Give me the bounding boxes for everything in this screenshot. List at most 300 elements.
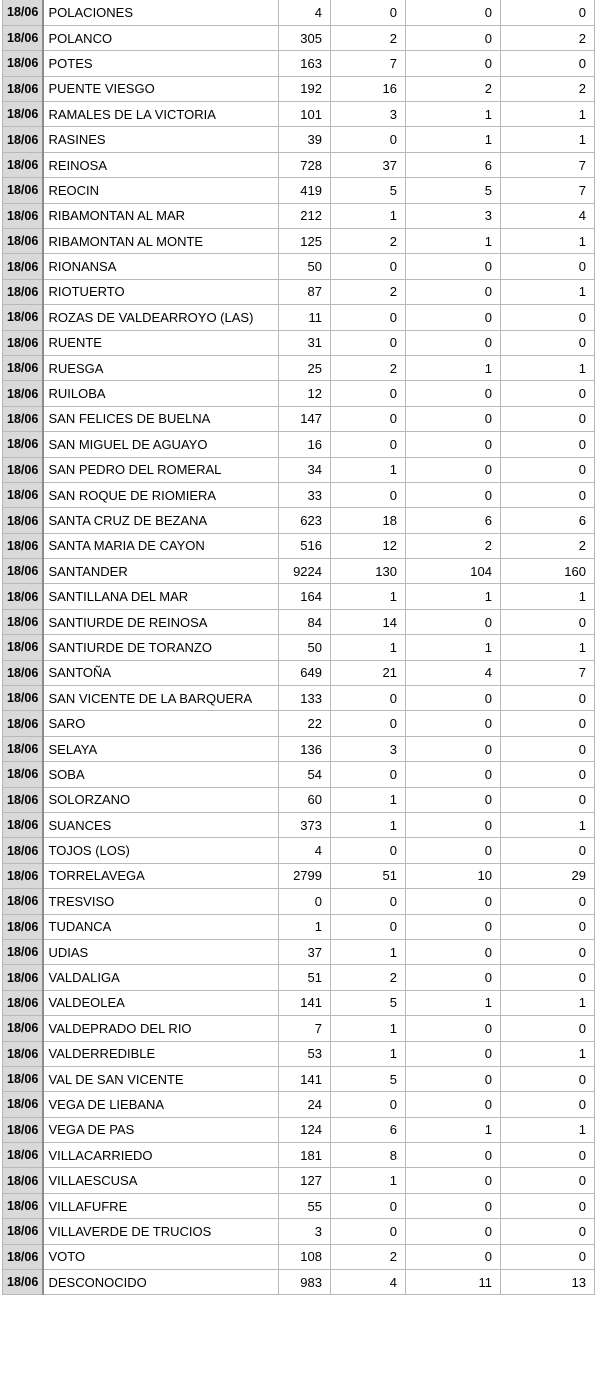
value-cell-3: 1: [406, 1117, 501, 1142]
date-cell: 18/06: [3, 838, 43, 863]
value-cell-2: 0: [331, 1193, 406, 1218]
municipality-cell: SANTOÑA: [43, 660, 279, 685]
municipality-cell: POLANCO: [43, 25, 279, 50]
value-cell-4: 0: [501, 762, 595, 787]
value-cell-2: 2: [331, 355, 406, 380]
value-cell-2: 0: [331, 1092, 406, 1117]
value-cell-1: 3: [279, 1219, 331, 1244]
table-row: [3, 1092, 595, 1117]
municipality-cell: VALDERREDIBLE: [43, 1041, 279, 1066]
municipality-cell: SANTA MARIA DE CAYON: [43, 533, 279, 558]
value-cell-1: 212: [279, 203, 331, 228]
date-cell: 18/06: [3, 1244, 43, 1269]
value-cell-3: 0: [406, 1219, 501, 1244]
value-cell-2: 5: [331, 178, 406, 203]
value-cell-3: 2: [406, 76, 501, 101]
municipality-cell: VALDALIGA: [43, 965, 279, 990]
municipality-cell: ROZAS DE VALDEARROYO (LAS): [43, 305, 279, 330]
value-cell-4: 0: [501, 939, 595, 964]
value-cell-4: 2: [501, 533, 595, 558]
value-cell-4: 0: [501, 736, 595, 761]
value-cell-1: 87: [279, 279, 331, 304]
value-cell-4: 29: [501, 863, 595, 888]
value-cell-1: 1: [279, 914, 331, 939]
date-cell: 18/06: [3, 203, 43, 228]
date-cell: 18/06: [3, 813, 43, 838]
value-cell-4: 0: [501, 0, 595, 25]
municipality-cell: SOBA: [43, 762, 279, 787]
value-cell-3: 0: [406, 381, 501, 406]
value-cell-4: 7: [501, 178, 595, 203]
value-cell-3: 0: [406, 838, 501, 863]
spreadsheet: [2, 0, 594, 1295]
date-cell: 18/06: [3, 482, 43, 507]
table-row: [3, 406, 595, 431]
date-cell: 18/06: [3, 355, 43, 380]
value-cell-4: 1: [501, 102, 595, 127]
date-cell: 18/06: [3, 660, 43, 685]
value-cell-4: 0: [501, 1168, 595, 1193]
date-cell: 18/06: [3, 1219, 43, 1244]
value-cell-2: 130: [331, 559, 406, 584]
date-cell: 18/06: [3, 432, 43, 457]
value-cell-2: 1: [331, 1168, 406, 1193]
value-cell-2: 5: [331, 1066, 406, 1091]
value-cell-4: 1: [501, 279, 595, 304]
municipality-cell: VILLAESCUSA: [43, 1168, 279, 1193]
value-cell-4: 1: [501, 1117, 595, 1142]
date-cell: 18/06: [3, 1168, 43, 1193]
date-cell: 18/06: [3, 229, 43, 254]
value-cell-3: 0: [406, 482, 501, 507]
value-cell-1: 54: [279, 762, 331, 787]
value-cell-3: 0: [406, 1041, 501, 1066]
value-cell-2: 2: [331, 1244, 406, 1269]
value-cell-3: 0: [406, 305, 501, 330]
municipality-cell: VEGA DE LIEBANA: [43, 1092, 279, 1117]
value-cell-2: 5: [331, 990, 406, 1015]
date-cell: 18/06: [3, 457, 43, 482]
value-cell-1: 101: [279, 102, 331, 127]
table-row: [3, 254, 595, 279]
value-cell-2: 7: [331, 51, 406, 76]
table-row: [3, 1219, 595, 1244]
value-cell-4: 7: [501, 660, 595, 685]
table-row: [3, 127, 595, 152]
value-cell-1: 2799: [279, 863, 331, 888]
municipality-cell: SAN FELICES DE BUELNA: [43, 406, 279, 431]
value-cell-4: 0: [501, 1066, 595, 1091]
value-cell-3: 0: [406, 914, 501, 939]
municipality-cell: SAN ROQUE DE RIOMIERA: [43, 482, 279, 507]
table-row: [3, 1016, 595, 1041]
table-row: [3, 229, 595, 254]
table-row: [3, 482, 595, 507]
date-cell: 18/06: [3, 533, 43, 558]
date-cell: 18/06: [3, 559, 43, 584]
date-cell: 18/06: [3, 1041, 43, 1066]
value-cell-1: 84: [279, 609, 331, 634]
value-cell-2: 0: [331, 914, 406, 939]
value-cell-3: 0: [406, 432, 501, 457]
value-cell-2: 1: [331, 635, 406, 660]
date-cell: 18/06: [3, 0, 43, 25]
value-cell-3: 1: [406, 635, 501, 660]
value-cell-4: 0: [501, 254, 595, 279]
table-row: [3, 305, 595, 330]
table-row: [3, 711, 595, 736]
value-cell-3: 1: [406, 990, 501, 1015]
value-cell-2: 2: [331, 965, 406, 990]
value-cell-2: 0: [331, 305, 406, 330]
value-cell-4: 0: [501, 330, 595, 355]
value-cell-2: 0: [331, 0, 406, 25]
value-cell-3: 0: [406, 762, 501, 787]
value-cell-4: 1: [501, 355, 595, 380]
table-row: [3, 533, 595, 558]
value-cell-2: 3: [331, 736, 406, 761]
value-cell-1: 9224: [279, 559, 331, 584]
value-cell-4: 0: [501, 1193, 595, 1218]
municipality-cell: REOCIN: [43, 178, 279, 203]
date-cell: 18/06: [3, 152, 43, 177]
table-row: [3, 965, 595, 990]
value-cell-2: 2: [331, 25, 406, 50]
value-cell-3: 0: [406, 1193, 501, 1218]
municipality-cell: UDIAS: [43, 939, 279, 964]
value-cell-2: 0: [331, 330, 406, 355]
value-cell-4: 1: [501, 1041, 595, 1066]
date-cell: 18/06: [3, 1193, 43, 1218]
date-cell: 18/06: [3, 736, 43, 761]
date-cell: 18/06: [3, 381, 43, 406]
table-row: [3, 889, 595, 914]
value-cell-1: 51: [279, 965, 331, 990]
value-cell-2: 37: [331, 152, 406, 177]
value-cell-1: 53: [279, 1041, 331, 1066]
value-cell-2: 4: [331, 1270, 406, 1295]
value-cell-1: 50: [279, 254, 331, 279]
municipality-cell: RASINES: [43, 127, 279, 152]
municipality-cell: POLACIONES: [43, 0, 279, 25]
table-row: [3, 1066, 595, 1091]
value-cell-3: 4: [406, 660, 501, 685]
value-cell-3: 0: [406, 711, 501, 736]
value-cell-1: 108: [279, 1244, 331, 1269]
municipality-cell: TORRELAVEGA: [43, 863, 279, 888]
value-cell-2: 0: [331, 432, 406, 457]
table-row: [3, 762, 595, 787]
value-cell-1: 39: [279, 127, 331, 152]
value-cell-2: 0: [331, 711, 406, 736]
date-cell: 18/06: [3, 914, 43, 939]
date-cell: 18/06: [3, 51, 43, 76]
table-row: [3, 686, 595, 711]
value-cell-1: 50: [279, 635, 331, 660]
value-cell-2: 1: [331, 939, 406, 964]
date-cell: 18/06: [3, 1016, 43, 1041]
value-cell-3: 104: [406, 559, 501, 584]
table-row: [3, 457, 595, 482]
municipality-cell: SAN VICENTE DE LA BARQUERA: [43, 686, 279, 711]
value-cell-2: 16: [331, 76, 406, 101]
date-cell: 18/06: [3, 76, 43, 101]
value-cell-2: 3: [331, 102, 406, 127]
municipality-cell: REINOSA: [43, 152, 279, 177]
table-row: [3, 863, 595, 888]
municipality-cell: VAL DE SAN VICENTE: [43, 1066, 279, 1091]
value-cell-3: 10: [406, 863, 501, 888]
value-cell-1: 16: [279, 432, 331, 457]
date-cell: 18/06: [3, 508, 43, 533]
value-cell-4: 0: [501, 305, 595, 330]
value-cell-4: 2: [501, 76, 595, 101]
value-cell-3: 0: [406, 457, 501, 482]
value-cell-4: 0: [501, 482, 595, 507]
value-cell-1: 141: [279, 1066, 331, 1091]
table-row: [3, 914, 595, 939]
value-cell-4: 0: [501, 1092, 595, 1117]
value-cell-3: 1: [406, 127, 501, 152]
value-cell-4: 0: [501, 381, 595, 406]
date-cell: 18/06: [3, 990, 43, 1015]
table-row: [3, 1117, 595, 1142]
value-cell-3: 0: [406, 1066, 501, 1091]
value-cell-4: 0: [501, 889, 595, 914]
table-row: [3, 432, 595, 457]
value-cell-3: 0: [406, 25, 501, 50]
value-cell-4: 1: [501, 635, 595, 660]
municipality-cell: RAMALES DE LA VICTORIA: [43, 102, 279, 127]
value-cell-1: 305: [279, 25, 331, 50]
value-cell-2: 1: [331, 813, 406, 838]
value-cell-4: 1: [501, 990, 595, 1015]
value-cell-1: 34: [279, 457, 331, 482]
value-cell-4: 0: [501, 787, 595, 812]
value-cell-4: 6: [501, 508, 595, 533]
value-cell-3: 0: [406, 279, 501, 304]
value-cell-1: 623: [279, 508, 331, 533]
date-cell: 18/06: [3, 1066, 43, 1091]
date-cell: 18/06: [3, 787, 43, 812]
value-cell-4: 1: [501, 229, 595, 254]
date-cell: 18/06: [3, 279, 43, 304]
date-cell: 18/06: [3, 939, 43, 964]
value-cell-4: 7: [501, 152, 595, 177]
municipality-cell: SARO: [43, 711, 279, 736]
table-row: [3, 25, 595, 50]
table-row: [3, 51, 595, 76]
value-cell-1: 181: [279, 1143, 331, 1168]
value-cell-2: 14: [331, 609, 406, 634]
table-row: [3, 279, 595, 304]
date-cell: 18/06: [3, 762, 43, 787]
value-cell-4: 1: [501, 127, 595, 152]
value-cell-4: 0: [501, 406, 595, 431]
value-cell-1: 649: [279, 660, 331, 685]
table-row: [3, 609, 595, 634]
value-cell-1: 192: [279, 76, 331, 101]
municipality-cell: RIBAMONTAN AL MAR: [43, 203, 279, 228]
value-cell-2: 0: [331, 381, 406, 406]
table-row: [3, 330, 595, 355]
municipality-cell: SANTANDER: [43, 559, 279, 584]
value-cell-3: 3: [406, 203, 501, 228]
value-cell-1: 125: [279, 229, 331, 254]
value-cell-1: 12: [279, 381, 331, 406]
municipality-cell: PUENTE VIESGO: [43, 76, 279, 101]
value-cell-2: 2: [331, 279, 406, 304]
value-cell-1: 127: [279, 1168, 331, 1193]
value-cell-2: 8: [331, 1143, 406, 1168]
table-row: [3, 0, 595, 25]
date-cell: 18/06: [3, 254, 43, 279]
municipality-cell: VILLACARRIEDO: [43, 1143, 279, 1168]
value-cell-1: 141: [279, 990, 331, 1015]
value-cell-2: 0: [331, 1219, 406, 1244]
value-cell-4: 2: [501, 25, 595, 50]
value-cell-1: 4: [279, 838, 331, 863]
value-cell-3: 6: [406, 508, 501, 533]
value-cell-3: 0: [406, 406, 501, 431]
value-cell-4: 0: [501, 838, 595, 863]
value-cell-3: 0: [406, 787, 501, 812]
municipality-cell: VOTO: [43, 1244, 279, 1269]
date-cell: 18/06: [3, 965, 43, 990]
value-cell-2: 0: [331, 254, 406, 279]
value-cell-1: 33: [279, 482, 331, 507]
date-cell: 18/06: [3, 102, 43, 127]
municipality-cell: SELAYA: [43, 736, 279, 761]
value-cell-4: 0: [501, 1244, 595, 1269]
municipality-cell: VILLAVERDE DE TRUCIOS: [43, 1219, 279, 1244]
table-row: [3, 635, 595, 660]
value-cell-3: 0: [406, 51, 501, 76]
value-cell-1: 124: [279, 1117, 331, 1142]
value-cell-1: 373: [279, 813, 331, 838]
date-cell: 18/06: [3, 406, 43, 431]
table-row: [3, 1143, 595, 1168]
table-row: [3, 990, 595, 1015]
municipality-cell: SUANCES: [43, 813, 279, 838]
value-cell-2: 21: [331, 660, 406, 685]
table-row: [3, 559, 595, 584]
value-cell-2: 12: [331, 533, 406, 558]
value-cell-3: 0: [406, 1092, 501, 1117]
municipality-cell: RUILOBA: [43, 381, 279, 406]
value-cell-2: 0: [331, 762, 406, 787]
date-cell: 18/06: [3, 1270, 43, 1295]
value-cell-3: 0: [406, 609, 501, 634]
value-cell-4: 13: [501, 1270, 595, 1295]
date-cell: 18/06: [3, 305, 43, 330]
value-cell-3: 0: [406, 939, 501, 964]
date-cell: 18/06: [3, 127, 43, 152]
value-cell-1: 7: [279, 1016, 331, 1041]
value-cell-4: 0: [501, 686, 595, 711]
table-row: [3, 1193, 595, 1218]
value-cell-4: 0: [501, 609, 595, 634]
table-row: [3, 660, 595, 685]
municipality-cell: SANTIURDE DE TORANZO: [43, 635, 279, 660]
municipality-cell: RUENTE: [43, 330, 279, 355]
date-cell: 18/06: [3, 330, 43, 355]
table-row: [3, 1244, 595, 1269]
municipality-cell: SAN PEDRO DEL ROMERAL: [43, 457, 279, 482]
municipality-cell: DESCONOCIDO: [43, 1270, 279, 1295]
value-cell-3: 1: [406, 102, 501, 127]
table-row: [3, 736, 595, 761]
value-cell-1: 983: [279, 1270, 331, 1295]
value-cell-1: 37: [279, 939, 331, 964]
municipality-cell: SANTA CRUZ DE BEZANA: [43, 508, 279, 533]
value-cell-1: 0: [279, 889, 331, 914]
table-row: [3, 1168, 595, 1193]
value-cell-3: 0: [406, 813, 501, 838]
table-row: [3, 76, 595, 101]
value-cell-1: 516: [279, 533, 331, 558]
value-cell-2: 0: [331, 889, 406, 914]
value-cell-3: 0: [406, 686, 501, 711]
value-cell-4: 0: [501, 1016, 595, 1041]
municipality-table: [2, 0, 595, 1295]
table-row: [3, 203, 595, 228]
value-cell-3: 6: [406, 152, 501, 177]
municipality-cell: SANTIURDE DE REINOSA: [43, 609, 279, 634]
municipality-cell: VILLAFUFRE: [43, 1193, 279, 1218]
value-cell-3: 0: [406, 965, 501, 990]
table-row: [3, 152, 595, 177]
table-row: [3, 584, 595, 609]
value-cell-4: 4: [501, 203, 595, 228]
value-cell-1: 22: [279, 711, 331, 736]
date-cell: 18/06: [3, 25, 43, 50]
date-cell: 18/06: [3, 635, 43, 660]
value-cell-4: 0: [501, 711, 595, 736]
municipality-cell: RIONANSA: [43, 254, 279, 279]
value-cell-2: 0: [331, 686, 406, 711]
table-row: [3, 1041, 595, 1066]
value-cell-1: 11: [279, 305, 331, 330]
value-cell-1: 164: [279, 584, 331, 609]
municipality-cell: VALDEPRADO DEL RIO: [43, 1016, 279, 1041]
value-cell-1: 133: [279, 686, 331, 711]
municipality-cell: RUESGA: [43, 355, 279, 380]
table-row: [3, 813, 595, 838]
municipality-cell: SANTILLANA DEL MAR: [43, 584, 279, 609]
municipality-cell: SOLORZANO: [43, 787, 279, 812]
value-cell-4: 0: [501, 965, 595, 990]
table-row: [3, 102, 595, 127]
municipality-cell: RIBAMONTAN AL MONTE: [43, 229, 279, 254]
table-row: [3, 508, 595, 533]
date-cell: 18/06: [3, 889, 43, 914]
value-cell-2: 1: [331, 457, 406, 482]
date-cell: 18/06: [3, 1117, 43, 1142]
value-cell-2: 1: [331, 787, 406, 812]
municipality-cell: TOJOS (LOS): [43, 838, 279, 863]
value-cell-1: 4: [279, 0, 331, 25]
value-cell-2: 6: [331, 1117, 406, 1142]
date-cell: 18/06: [3, 686, 43, 711]
table-row: [3, 1270, 595, 1295]
value-cell-3: 1: [406, 229, 501, 254]
value-cell-2: 0: [331, 406, 406, 431]
value-cell-4: 1: [501, 584, 595, 609]
value-cell-2: 2: [331, 229, 406, 254]
value-cell-4: 0: [501, 1219, 595, 1244]
value-cell-4: 160: [501, 559, 595, 584]
